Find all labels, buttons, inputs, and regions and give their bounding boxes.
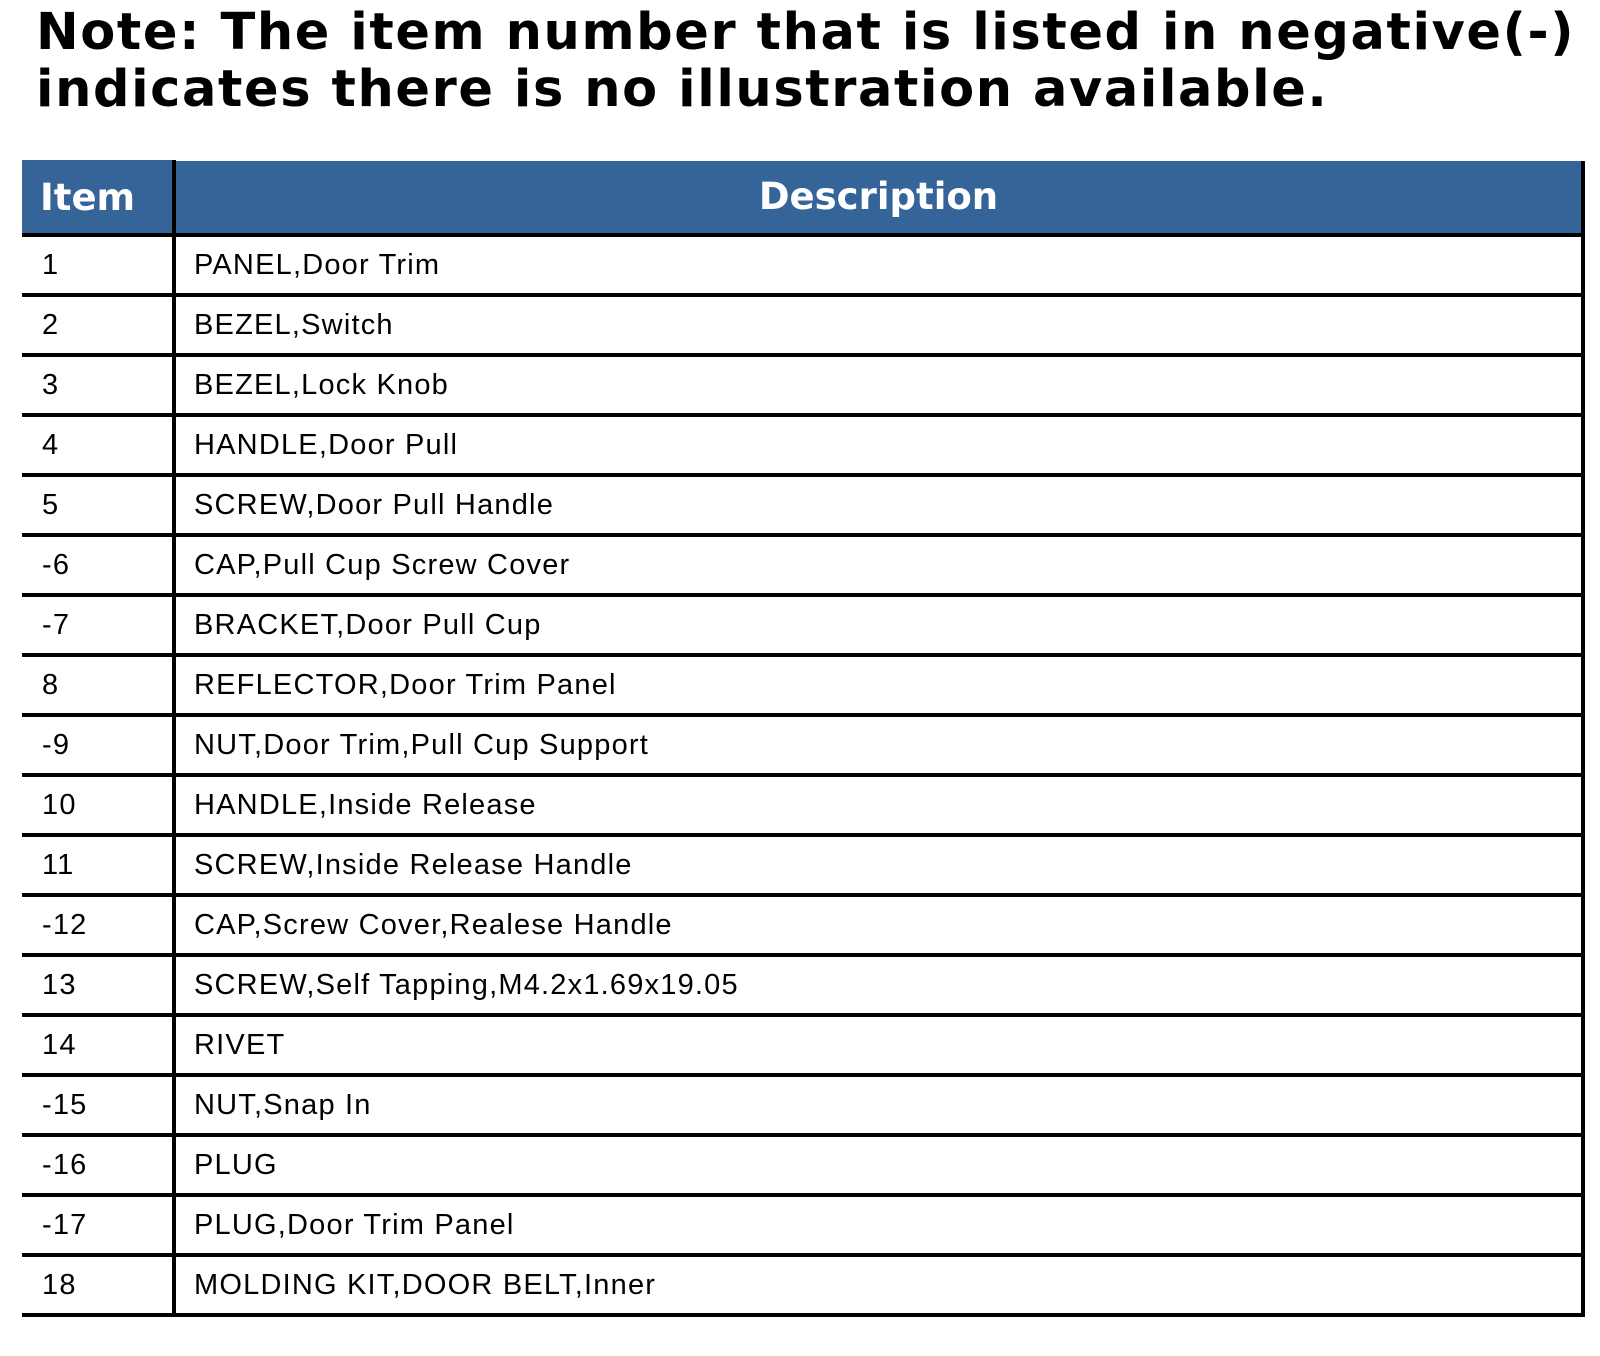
table-row — [22, 535, 1583, 595]
description-cell: BEZEL,Switch — [174, 295, 1583, 355]
table-row — [22, 1255, 1583, 1315]
description-column-header: Description — [174, 161, 1583, 236]
table-row — [22, 415, 1583, 475]
item-column-header: Item — [22, 161, 174, 236]
item-number-cell: 18 — [22, 1255, 174, 1315]
item-number-cell: -7 — [22, 595, 174, 655]
item-number-cell: 5 — [22, 475, 174, 535]
description-cell: PLUG — [174, 1135, 1583, 1195]
table-row — [22, 1135, 1583, 1195]
note-line-1: Note: The item number that is listed in negative(-) — [36, 3, 1576, 62]
description-cell: PANEL,Door Trim — [174, 235, 1583, 295]
description-cell: NUT,Snap In — [174, 1075, 1583, 1135]
item-number-cell: 2 — [22, 295, 174, 355]
table-row — [22, 715, 1583, 775]
item-number-cell: -16 — [22, 1135, 174, 1195]
item-number-cell: 4 — [22, 415, 174, 475]
table-row — [22, 835, 1583, 895]
description-cell: BRACKET,Door Pull Cup — [174, 595, 1583, 655]
item-number-cell: -17 — [22, 1195, 174, 1255]
item-number-cell: 1 — [22, 235, 174, 295]
table-row — [22, 1075, 1583, 1135]
table-row — [22, 235, 1583, 295]
parts-table-body — [22, 235, 1583, 1315]
description-cell: CAP,Pull Cup Screw Cover — [174, 535, 1583, 595]
item-number-cell: -6 — [22, 535, 174, 595]
table-row — [22, 655, 1583, 715]
description-cell: REFLECTOR,Door Trim Panel — [174, 655, 1583, 715]
note-line-2: indicates there is no illustration available. — [36, 60, 1329, 119]
description-cell: SCREW,Door Pull Handle — [174, 475, 1583, 535]
description-cell: PLUG,Door Trim Panel — [174, 1195, 1583, 1255]
item-number-cell: -12 — [22, 895, 174, 955]
table-row — [22, 1015, 1583, 1075]
table-row — [22, 355, 1583, 415]
description-cell: SCREW,Self Tapping,M4.2x1.69x19.05 — [174, 955, 1583, 1015]
table-row — [22, 475, 1583, 535]
table-row — [22, 895, 1583, 955]
table-header-row — [22, 161, 1583, 236]
table-row — [22, 1195, 1583, 1255]
parts-table — [22, 160, 1585, 1317]
item-number-cell: 8 — [22, 655, 174, 715]
description-cell: HANDLE,Door Pull — [174, 415, 1583, 475]
table-row — [22, 775, 1583, 835]
item-number-cell: 14 — [22, 1015, 174, 1075]
item-number-cell: 10 — [22, 775, 174, 835]
description-cell: RIVET — [174, 1015, 1583, 1075]
description-cell: SCREW,Inside Release Handle — [174, 835, 1583, 895]
item-number-cell: -15 — [22, 1075, 174, 1135]
description-cell: NUT,Door Trim,Pull Cup Support — [174, 715, 1583, 775]
item-number-cell: 3 — [22, 355, 174, 415]
table-row — [22, 955, 1583, 1015]
item-number-cell: -9 — [22, 715, 174, 775]
table-row — [22, 595, 1583, 655]
illustration-note — [36, 4, 1576, 118]
item-number-cell: 11 — [22, 835, 174, 895]
description-cell: BEZEL,Lock Knob — [174, 355, 1583, 415]
table-row — [22, 295, 1583, 355]
item-number-cell: 13 — [22, 955, 174, 1015]
description-cell: MOLDING KIT,DOOR BELT,Inner — [174, 1255, 1583, 1315]
description-cell: HANDLE,Inside Release — [174, 775, 1583, 835]
description-cell: CAP,Screw Cover,Realese Handle — [174, 895, 1583, 955]
